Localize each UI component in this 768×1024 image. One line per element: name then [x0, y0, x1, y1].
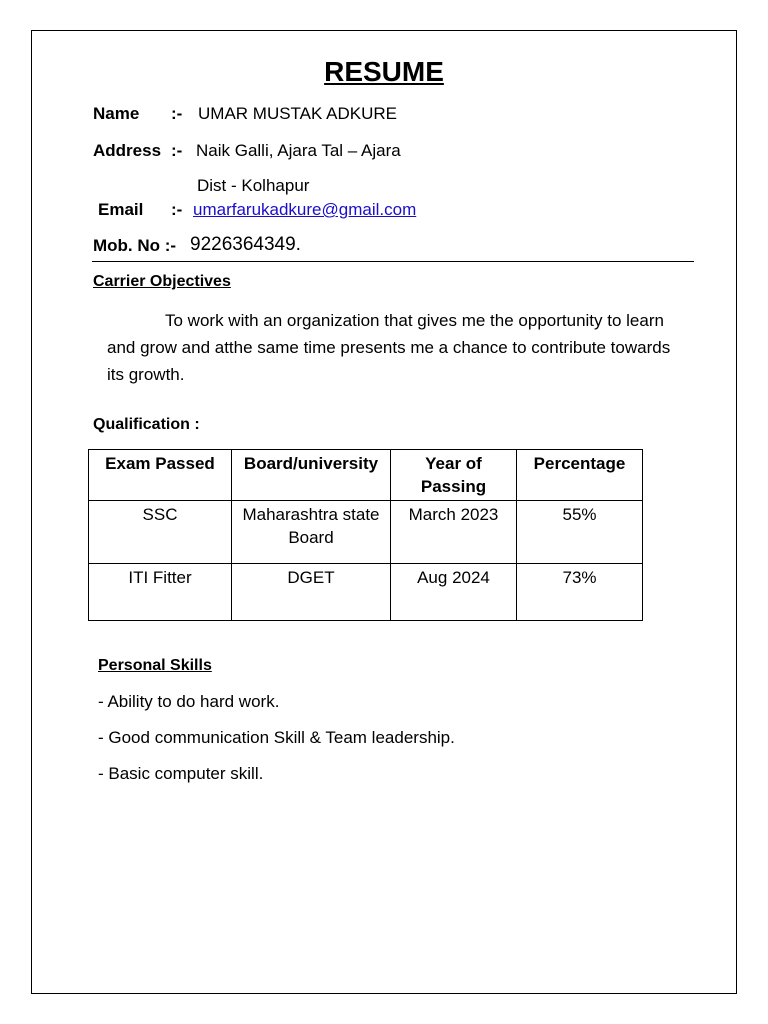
objective-text: To work with an organization that gives me the opportunity to learn and grow and atthe same time presents me a chance to contribute towards its growth. [107, 311, 671, 384]
email-label: Email [98, 200, 144, 219]
address-label: Address [93, 141, 162, 160]
table-cell: 55% [517, 501, 643, 564]
address-line-2: Dist - Kolhapur [197, 176, 310, 195]
mobile-value: 9226364349. [190, 234, 301, 255]
address-separator: :- [171, 141, 183, 160]
column-header: Year of Passing [391, 450, 517, 501]
column-header: Board/university [232, 450, 391, 501]
column-header: Percentage [517, 450, 643, 501]
table-row [89, 501, 643, 564]
table-row [89, 564, 643, 621]
skill-item: - Ability to do hard work. [98, 692, 280, 711]
table-cell: March 2023 [391, 501, 517, 564]
table-cell: SSC [89, 501, 232, 564]
divider-line [92, 261, 694, 262]
resume-title: RESUME [324, 56, 444, 87]
column-header: Exam Passed [89, 450, 232, 501]
table-cell: ITI Fitter [89, 564, 232, 621]
skill-item: - Good communication Skill & Team leadership. [98, 728, 455, 747]
table-cell: Aug 2024 [391, 564, 517, 621]
skills-heading: Personal Skills [98, 657, 212, 674]
table-cell: Maharashtra state Board [232, 501, 391, 564]
table-cell: 73% [517, 564, 643, 621]
objective-heading: Carrier Objectives [93, 273, 231, 290]
qualification-table [88, 449, 643, 621]
table-header-row [89, 450, 643, 501]
skill-item: - Basic computer skill. [98, 764, 264, 783]
address-line-1: Naik Galli, Ajara Tal – Ajara [196, 141, 401, 160]
name-label: Name [93, 104, 140, 123]
table-cell: DGET [232, 564, 391, 621]
mobile-label: Mob. No :- [93, 236, 177, 255]
email-link[interactable]: umarfarukadkure@gmail.com [193, 200, 417, 219]
name-separator: :- [171, 104, 183, 123]
email-separator: :- [171, 200, 183, 219]
name-value: UMAR MUSTAK ADKURE [198, 104, 397, 123]
qualification-heading: Qualification : [93, 416, 200, 433]
